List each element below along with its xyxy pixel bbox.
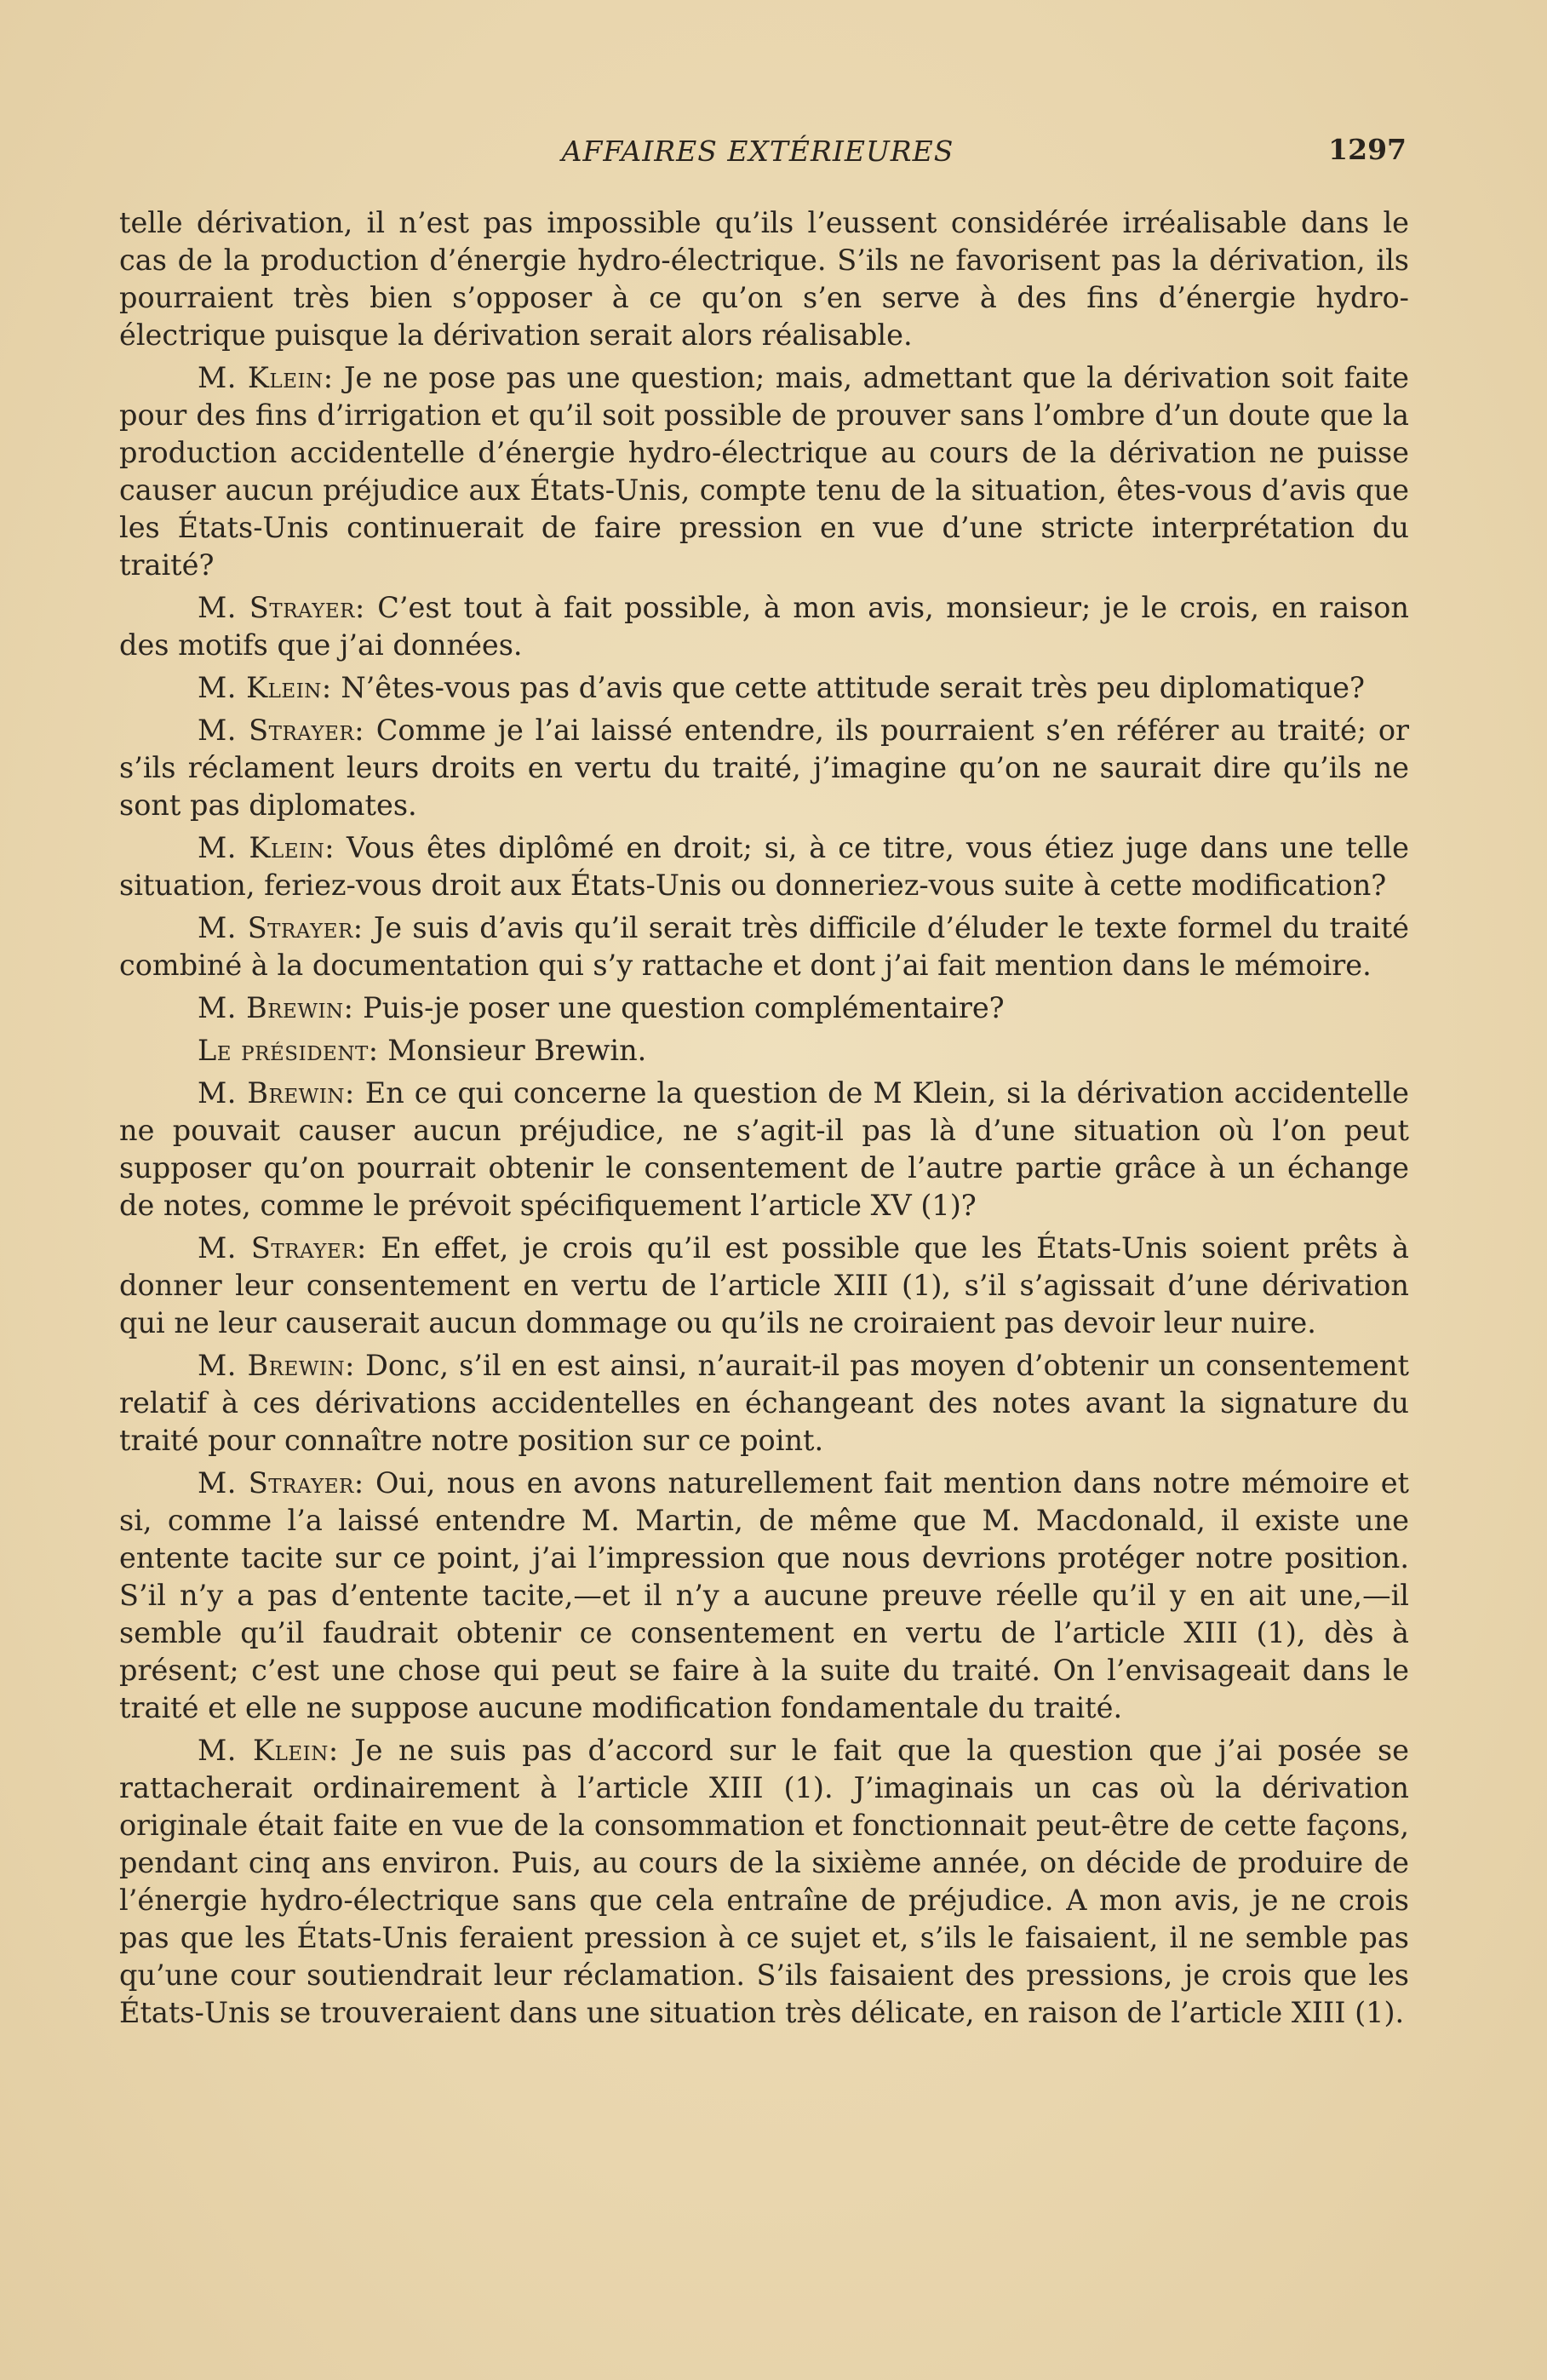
speaker-name: M. Brewin:	[198, 1349, 355, 1382]
paragraph-text: N’êtes-vous pas d’avis que cette attitude serait très peu diplomatique?	[341, 671, 1365, 704]
paragraph	[119, 359, 1409, 584]
running-title: AFFAIRES EXTÉRIEURES	[561, 135, 954, 168]
speaker-name: M. Strayer:	[198, 591, 365, 624]
paragraph	[119, 1732, 1409, 2032]
paragraph-text: telle dérivation, il n’est pas impossible qu’ils l’eussent considérée irréalisable dans le cas de la production d’énergie hydro-électrique. S’ils ne favorisent pas la dérivation, ils pourraient très bien s’opposer à ce qu’on s’en serve à des fins d’énergie hydro-électrique puisque la dérivation serait alors réalisable.	[119, 206, 1409, 352]
page-header	[119, 128, 1407, 179]
paragraph-text: Oui, nous en avons naturellement fait mention dans notre mémoire et si, comme l’a laissé entendre M. Martin, de même que M. Macdonald, il existe une entente tacite sur ce point, j’ai l’impression que nous devrions protéger notre position. S’il n’y a pas d’entente tacite,—et il n’y a aucune preuve réelle qu’il y en ait une,—il semble qu’il faudrait obtenir ce consentement en vertu de l’article XIII (1), dès à présent; c’est une chose qui peut se faire à la suite du traité. On l’envisageait dans le traité et elle ne suppose aucune modification fondamentale du traité.	[119, 1466, 1409, 1724]
paragraph-text: Je suis d’avis qu’il serait très difficile d’éluder le texte formel du traité combiné à la documentation qui s’y rattache et dont j’ai fait mention dans le mémoire.	[119, 911, 1410, 982]
paragraph-text: En effet, je crois qu’il est possible que les États-Unis soient prêts à donner leur consentement en vertu de l’article XIII (1), s’il s’agissait d’une dérivation qui ne leur causerait aucun dommage ou qu’ils ne croiraient pas devoir leur nuire.	[119, 1231, 1409, 1339]
speaker-name: Le président:	[198, 1034, 379, 1067]
paragraph-text: Puis-je poser une question complémentaire?	[363, 991, 1005, 1024]
speaker-name: M. Klein:	[198, 361, 334, 394]
speaker-name: M. Klein:	[198, 671, 332, 704]
page-number: 1297	[1328, 133, 1407, 166]
paragraph	[119, 909, 1409, 984]
paragraph-text: Je ne suis pas d’accord sur le fait que la question que j’ai posée se rattacherait ordinairement à l’article XIII (1). J’imaginais un cas où la dérivation originale était faite en vue de la consommation et fonctionnait peut-être de cette façons, pendant cinq ans environ. Puis, au cours de la sixième année, on décide de produire de l’énergie hydro-électrique sans que cela entraîne de préjudice. A mon avis, je ne crois pas que les États-Unis feraient pression à ce sujet et, s’ils le faisaient, il ne semble pas qu’une cour soutiendrait leur réclamation. S’ils faisaient des pressions, je crois que les États-Unis se trouveraient dans une situation très délicate, en raison de l’article XIII (1).	[119, 1734, 1409, 2029]
paragraph-text: Vous êtes diplômé en droit; si, à ce titre, vous étiez juge dans une telle situation, feriez-vous droit aux États-Unis ou donneriez-vous suite à cette modification?	[119, 831, 1410, 902]
paragraph-text: C’est tout à fait possible, à mon avis, monsieur; je le crois, en raison des motifs que j’ai données.	[119, 591, 1409, 662]
paragraph-text: En ce qui concerne la question de M Klein, si la dérivation accidentelle ne pouvait causer aucun préjudice, ne s’agit-il pas là d’une situation où l’on peut supposer qu’on pourrait obtenir le consentement de l’autre partie grâce à un échange de notes, comme le prévoit spécifiquement l’article XV (1)?	[119, 1076, 1410, 1222]
paragraph	[119, 204, 1409, 354]
speaker-name: M. Strayer:	[198, 1466, 364, 1500]
paragraph-text: Je ne pose pas une question; mais, admettant que la dérivation soit faite pour des fins d’irrigation et qu’il soit possible de prouver sans l’ombre d’un doute que la production accidentelle d’énergie hydro-électrique au cours de la dérivation ne puisse causer aucun préjudice aux États-Unis, compte tenu de la situation, êtes-vous d’avis que les États-Unis continuerait de faire pression en vue d’une stricte interprétation du traité?	[119, 361, 1409, 582]
paragraph	[119, 1032, 1409, 1070]
paragraph	[119, 1465, 1409, 1727]
paragraph-text: Monsieur Brewin.	[387, 1034, 647, 1067]
speaker-name: M. Brewin:	[198, 1076, 355, 1110]
paragraph-text: Donc, s’il en est ainsi, n’aurait-il pas moyen d’obtenir un consentement relatif à ces dérivations accidentelles en échangeant des notes avant la signature du traité pour connaître notre position sur ce point.	[119, 1349, 1410, 1457]
paragraph	[119, 1075, 1409, 1224]
paragraph	[119, 1230, 1409, 1342]
paragraph	[119, 989, 1409, 1027]
paragraph-text: Comme je l’ai laissé entendre, ils pourraient s’en référer au traité; or s’ils réclament leurs droits en vertu du traité, j’imagine qu’on ne saurait dire qu’ils ne sont pas diplomates.	[119, 714, 1409, 822]
speaker-name: M. Strayer:	[198, 714, 365, 747]
paragraph	[119, 712, 1409, 824]
paragraph	[119, 669, 1409, 707]
speaker-name: M. Strayer:	[198, 1231, 367, 1265]
paragraph	[119, 589, 1409, 664]
paragraph	[119, 829, 1409, 904]
paragraph	[119, 1347, 1409, 1460]
speaker-name: M. Strayer:	[198, 911, 364, 944]
speaker-name: M. Klein:	[198, 831, 335, 864]
speaker-name: M. Klein:	[198, 1734, 339, 1767]
speaker-name: M. Brewin:	[198, 991, 354, 1024]
body-text	[119, 204, 1409, 2037]
